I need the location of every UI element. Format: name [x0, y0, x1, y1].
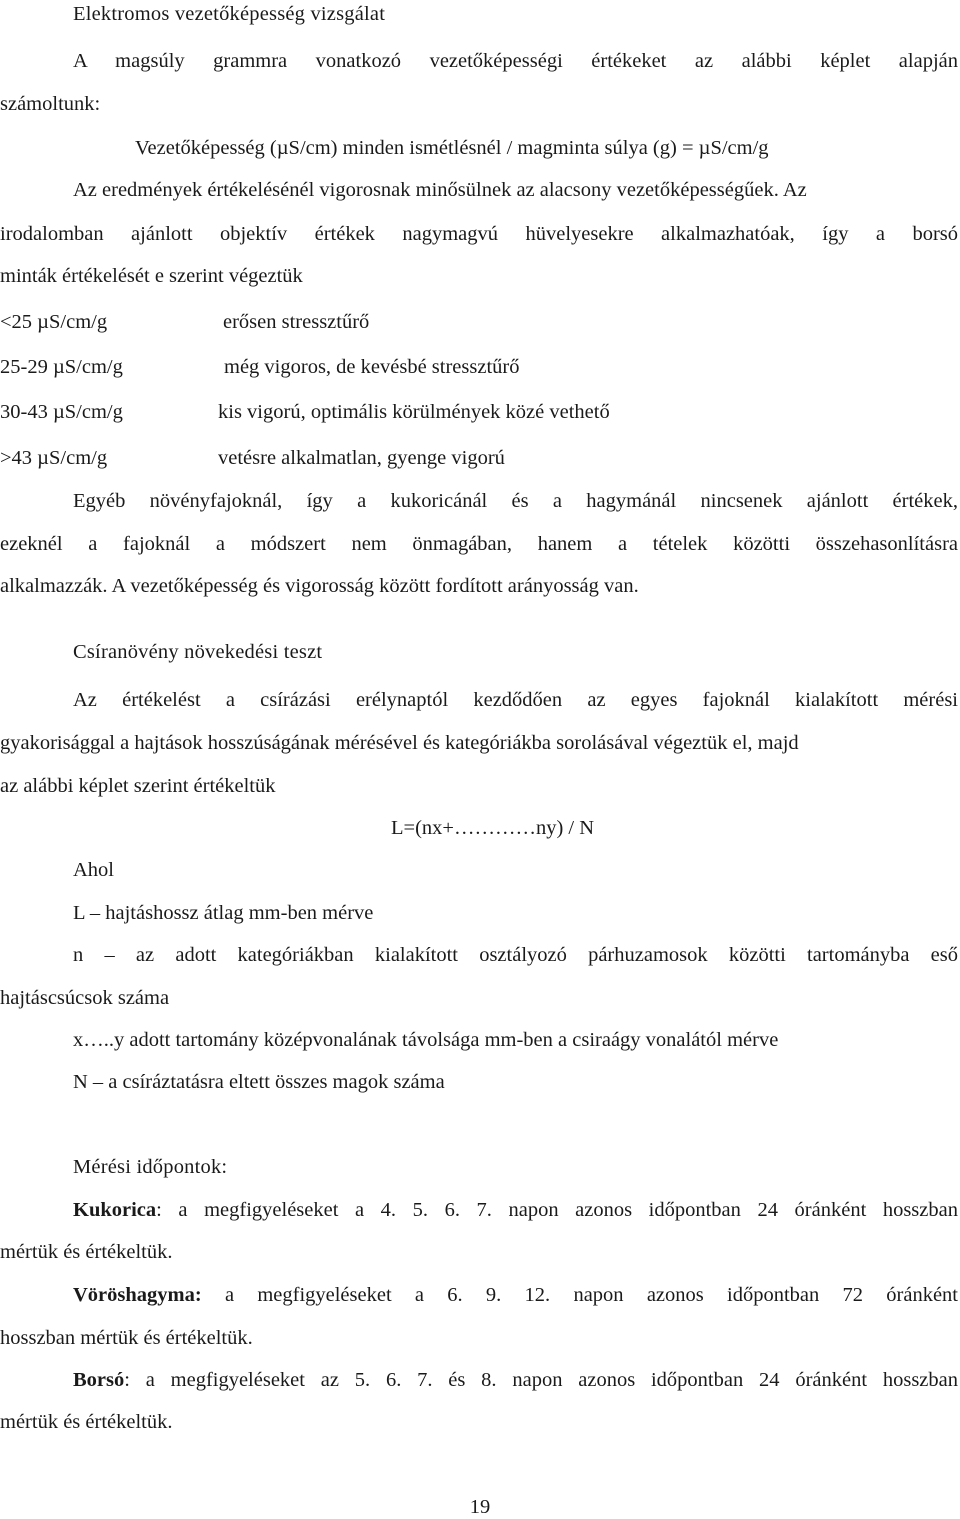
paragraph-line: A magsúly grammra vonatkozó vezetőképességi értékeket az alábbi képlet alapján	[73, 50, 958, 72]
paragraph-line: alkalmazzák. A vezetőképesség és vigorosság között fordított arányosság van.	[0, 575, 639, 597]
definition-N: N – a csíráztatásra eltett összes magok száma	[73, 1071, 445, 1093]
page-number: 19	[469, 1496, 491, 1518]
schedule-pea	[73, 1370, 958, 1391]
conductivity-formula: Vezetőképesség (µS/cm) minden ismétlésnél / magminta súlya (g) = µS/cm/g	[135, 137, 769, 159]
section-heading-seedling: Csíranövény növekedési teszt	[73, 641, 323, 663]
where-label: Ahol	[73, 859, 114, 881]
class-description: még vigoros, de kevésbé stressztűrő	[224, 356, 520, 378]
onion-text: a megfigyeléseket a 6. 9. 12. napon azonos időpontban 72 óránként	[201, 1284, 958, 1306]
corn-text: : a megfigyeléseket a 4. 5. 6. 7. napon azonos időpontban 24 óránként hosszban	[156, 1199, 958, 1221]
growth-formula: L=(nx+…………ny) / N	[391, 817, 595, 839]
class-range: >43 µS/cm/g	[0, 447, 108, 469]
class-description: erősen stressztűrő	[223, 311, 370, 333]
paragraph-line: Egyéb növényfajoknál, így a kukoricánál és a hagymánál nincsenek ajánlott értékek,	[73, 490, 958, 512]
definition-n-continued: hajtáscsúcsok száma	[0, 987, 170, 1009]
definition-xy: x…..y adott tartomány középvonalának távolsága mm-ben a csiraágy vonalától mérve	[73, 1029, 779, 1051]
class-range: 30-43 µS/cm/g	[0, 401, 123, 423]
schedule-corn-continued: mértük és értékeltük.	[0, 1241, 173, 1263]
pea-label: Borsó	[73, 1369, 125, 1391]
section-heading-conductivity: Elektromos vezetőképesség vizsgálat	[73, 3, 386, 25]
corn-label: Kukorica	[73, 1199, 157, 1221]
pea-text: : a megfigyeléseket az 5. 6. 7. és 8. napon azonos időpontban 24 óránként hosszban	[124, 1369, 958, 1391]
paragraph-line: gyakorisággal a hajtások hosszúságának mérésével és kategóriákba sorolásával végeztük el, majd	[0, 732, 799, 754]
class-range: 25-29 µS/cm/g	[0, 356, 123, 378]
schedule-corn	[73, 1200, 958, 1221]
paragraph-line: számoltunk:	[0, 93, 101, 115]
paragraph-line: Az eredmények értékelésénél vigorosnak minősülnek az alacsony vezetőképességűek. Az	[73, 179, 807, 201]
paragraph-line: minták értékelését e szerint végeztük	[0, 265, 303, 287]
paragraph-line: Az értékelést a csírázási erélynaptól kezdődően az egyes fajoknál kialakított mérési	[73, 689, 958, 711]
paragraph-line: az alábbi képlet szerint értékeltük	[0, 775, 276, 797]
class-description: vetésre alkalmatlan, gyenge vigorú	[218, 447, 505, 469]
paragraph-line: irodalomban ajánlott objektív értékek nagymagvú hüvelyesekre alkalmazhatóak, így a borsó	[0, 223, 958, 245]
paragraph-line: ezeknél a fajoknál a módszert nem önmagában, hanem a tételek közötti összehasonlításra	[0, 533, 958, 555]
section-heading-schedule: Mérési időpontok:	[73, 1156, 228, 1178]
class-description: kis vigorú, optimális körülmények közé vethető	[218, 401, 610, 423]
onion-label: Vöröshagyma:	[73, 1284, 202, 1306]
definition-L: L – hajtáshossz átlag mm-ben mérve	[73, 902, 374, 924]
class-range: <25 µS/cm/g	[0, 311, 108, 333]
schedule-onion	[73, 1285, 958, 1306]
definition-n: n – az adott kategóriákban kialakított osztályozó párhuzamosok közötti tartományba eső	[73, 944, 958, 966]
schedule-pea-continued: mértük és értékeltük.	[0, 1411, 173, 1433]
schedule-onion-continued: hosszban mértük és értékeltük.	[0, 1327, 253, 1349]
